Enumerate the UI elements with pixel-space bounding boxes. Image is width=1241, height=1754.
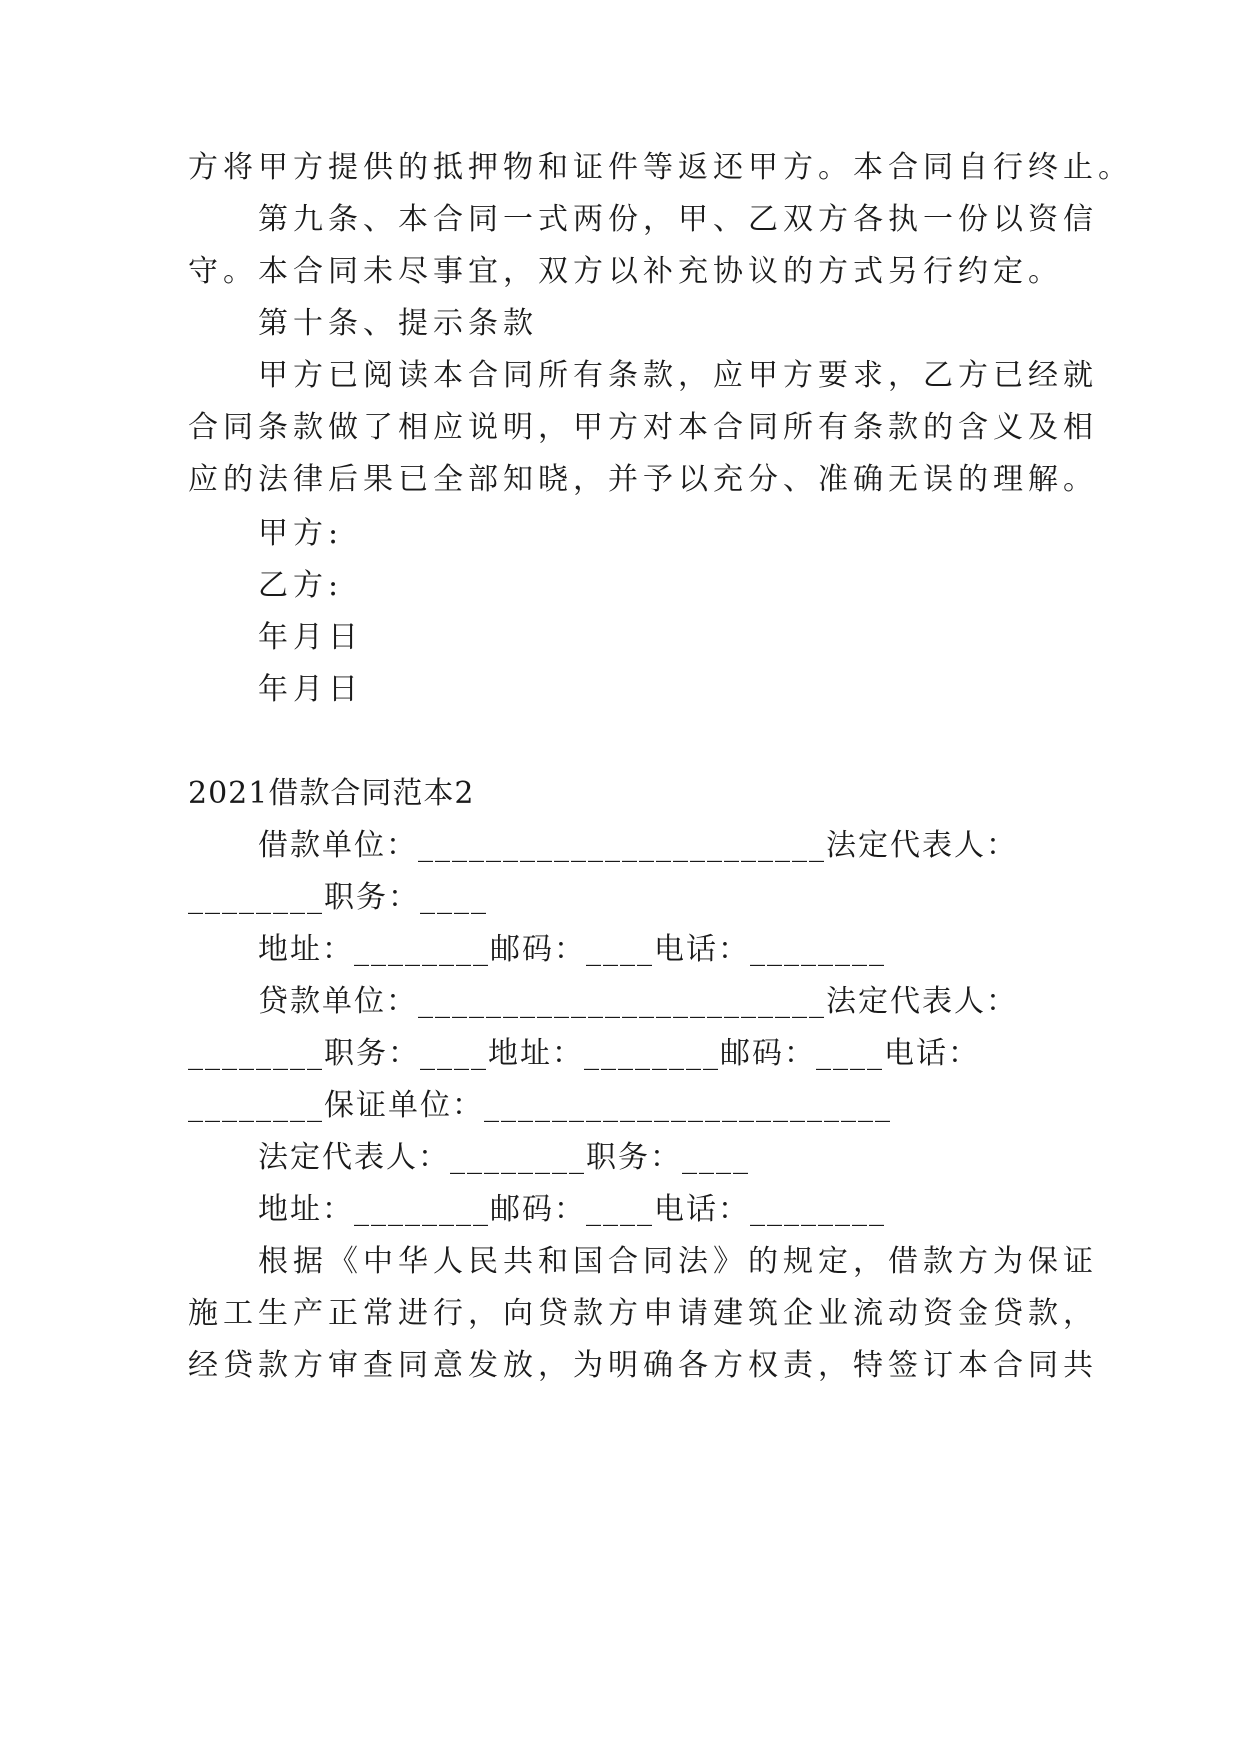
party-a-signature-line: 甲方:	[258, 516, 344, 551]
paragraph-line: 第九条、本合同一式两份，甲、乙双方各执一份以资信	[258, 202, 1098, 237]
date-line: 年月日	[258, 672, 363, 707]
paragraph-line: 合同条款做了相应说明，甲方对本合同所有条款的含义及相	[188, 410, 1098, 445]
paragraph-line: 守。本合同未尽事宜，双方以补充协议的方式另行约定。	[188, 254, 1063, 289]
guarantor-line: ________保证单位：________________________	[188, 1088, 892, 1123]
borrower-address-line: 地址：________邮码：____电话：________	[258, 932, 886, 967]
paragraph-line: 应的法律后果已全部知晓，并予以充分、准确无误的理解。	[188, 462, 1098, 497]
clause-heading: 第十条、提示条款	[258, 306, 538, 341]
lender-line: 贷款单位：________________________法定代表人：	[258, 984, 1018, 1019]
borrower-position-line: ________职务：____	[188, 880, 488, 915]
paragraph-line: 根据《中华人民共和国合同法》的规定，借款方为保证	[258, 1244, 1098, 1279]
paragraph-line: 施工生产正常进行，向贷款方申请建筑企业流动资金贷款，	[188, 1296, 1098, 1331]
borrower-line: 借款单位：________________________法定代表人：	[258, 828, 1018, 863]
paragraph-line: 方将甲方提供的抵押物和证件等返还甲方。本合同自行终止。	[188, 150, 1133, 185]
guarantor-representative-line: 法定代表人：________职务：____	[258, 1140, 750, 1175]
party-b-signature-line: 乙方:	[258, 568, 344, 603]
paragraph-line: 甲方已阅读本合同所有条款，应甲方要求，乙方已经就	[258, 358, 1098, 393]
paragraph-line: 经贷款方审查同意发放，为明确各方权责，特签订本合同共	[188, 1348, 1098, 1383]
lender-details-line: ________职务：____地址：________邮码：____电话：	[188, 1036, 980, 1071]
guarantor-address-line: 地址：________邮码：____电话：________	[258, 1192, 886, 1227]
section-title: 2021借款合同范本2	[188, 776, 475, 811]
date-line: 年月日	[258, 620, 363, 655]
